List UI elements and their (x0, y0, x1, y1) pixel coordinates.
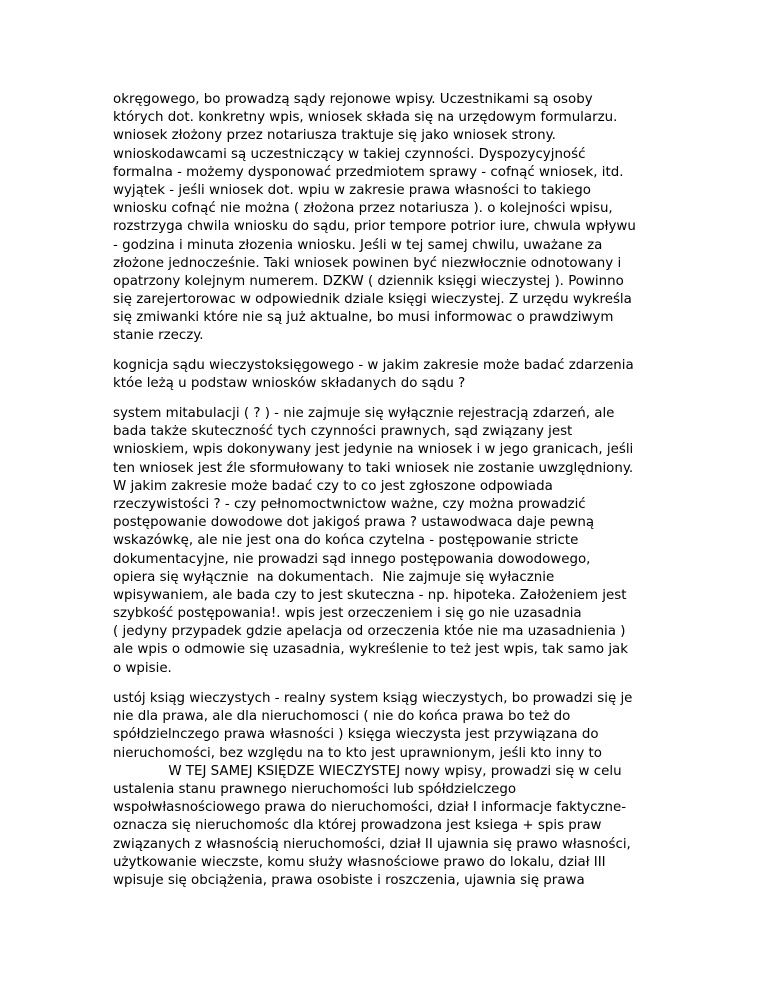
text-line: ten wniosek jest źle sformułowany to taki wniosek nie zostanie uwzględniony. (113, 460, 634, 476)
paragraph-system-mitabulacji (113, 405, 653, 678)
text-line: opiera się wyłącznie na dokumentach. Nie zajmuje się wyłacznie (113, 569, 555, 585)
text-line: wyjątek - jeśli wniosek dot. wpiu w zakresie prawa własności to takiego (113, 182, 591, 198)
text-line: o wpisie. (113, 660, 172, 676)
text-line: spółdzielnczego prawa własności ) księga wieczysta jest przywiązana do (113, 727, 599, 743)
text-line: wnioskiem, wpis dokonywany jest jedynie na wniosek i w jego granicach, jeśli (113, 442, 634, 458)
text-line: wniosek złożony przez notariusza traktuje się jako wniosek strony. (113, 128, 556, 144)
text-line: ustój ksiąg wieczystych - realny system ksiąg wieczystych, bo prowadzi się je (113, 691, 633, 706)
text-line: związanych z własnością nieruchomości, dział II ujawnia się prawo własności, (113, 836, 631, 852)
text-line: wnioskodawcami są uczestniczący w takiej czynności. Dyspozycyjność (113, 146, 586, 162)
text-line: postępowanie dowodowe dot jakigoś prawa ? ustawodwaca daje pewną (113, 515, 595, 531)
text-line: bada także skuteczność tych czynności prawnych, sąd związany jest (113, 424, 573, 440)
text-line: wspołwłasnościowego prawa do nieruchomości, dział I informacje faktyczne- (113, 800, 627, 816)
text-line: nieruchomości, bez względu na to kto jest uprawnionym, jeśli kto inny to (113, 745, 602, 761)
text-line: rozstrzyga chwila wniosku do sądu, prior tempore potrior iure, chwula wpływu (113, 219, 636, 235)
text-line: W jakim zakresie może badać czy to co jest zgłoszone odpowiada (113, 478, 553, 494)
text-line: szybkość postępowania!. wpis jest orzeczeniem i się go nie uzasadnia (113, 606, 582, 622)
text-line: kognicja sądu wieczystoksięgowego - w jakim zakresie może badać zdarzenia (113, 358, 634, 373)
text-line: ale wpis o odmowie się uzasadnia, wykreślenie to też jest wpis, tak samo jak (113, 642, 629, 658)
text-line: się zmiwanki które nie są już aktualne, bo musi informowac o prawdziwym (113, 310, 614, 326)
text-line: których dot. konkretny wpis, wniosek składa się na urzędowym formularzu. (113, 110, 618, 126)
text-line: wpisuje się obciążenia, prawa osobiste i roszczenia, ujawnia się prawa (113, 872, 585, 888)
text-line: nie dla prawa, ale dla nieruchomosci ( nie do końca prawa bo też do (113, 709, 571, 725)
text-line: użytkowanie wieczste, komu służy własnościowe prawo do lokalu, dział III (113, 854, 606, 870)
text-line: opatrzony kolejnym numerem. DZKW ( dziennik księgi wieczystej ). Powinno (113, 273, 624, 289)
paragraph-wpisy-procedure (113, 91, 653, 346)
text-line: okręgowego, bo prowadzą sądy rejonowe wpisy. Uczestnikami są osoby (113, 92, 593, 107)
text-line: wskazówkę, ale nie jest ona do końca czytelna - postępowanie stricte (113, 533, 579, 549)
text-line: - godzina i minuta złozenia wniosku. Jeśli w tej samej chwilu, uważane za (113, 237, 603, 253)
text-line: rzeczywistości ? - czy pełnomoctwnictow ważne, czy można prowadzić (113, 496, 586, 512)
text-line: stanie rzeczy. (113, 328, 204, 344)
text-line: dokumentacyjne, nie prowadzi sąd innego postępowania dowodowego, (113, 551, 591, 567)
text-line: ustalenia stanu prawnego nieruchomości lub spółdzielczego (113, 781, 517, 797)
text-line: formalna - możemy dysponować przedmiotem sprawy - cofnąć wniosek, itd. (113, 164, 624, 180)
text-line: wpisywaniem, ale bada czy to jest skuteczna - np. hipoteka. Założeniem jest (113, 587, 627, 603)
paragraph-kognicja (113, 357, 653, 393)
text-line: W TEJ SAMEJ KSIĘDZE WIECZYSTEJ nowy wpisy, prowadzi się w celu (113, 763, 622, 779)
text-line: się zarejertorowac w odpowiednik dziale księgi wieczystej. Z urzędu wykreśla (113, 292, 632, 308)
paragraph-ustroj-ksiag (113, 690, 653, 890)
text-line: wniosku cofnąć nie można ( złożona przez notariusza ). o kolejności wpisu, (113, 201, 613, 217)
text-line: system mitabulacji ( ? ) - nie zajmuje się wyłącznie rejestracją zdarzeń, ale (113, 406, 615, 421)
text-line: złożone jednocześnie. Taki wniosek powinen być niezwłocznie odnotowany i (113, 255, 622, 271)
text-line: ( jedyny przypadek gdzie apelacja od orzeczenia któe nie ma uzasadnienia ) (113, 624, 626, 640)
text-line: oznacza się nieruchomośc dla której prowadzona jest ksiega + spis praw (113, 818, 602, 834)
text-line: któe leżą u podstaw wniosków składanych do sądu ? (113, 376, 466, 392)
